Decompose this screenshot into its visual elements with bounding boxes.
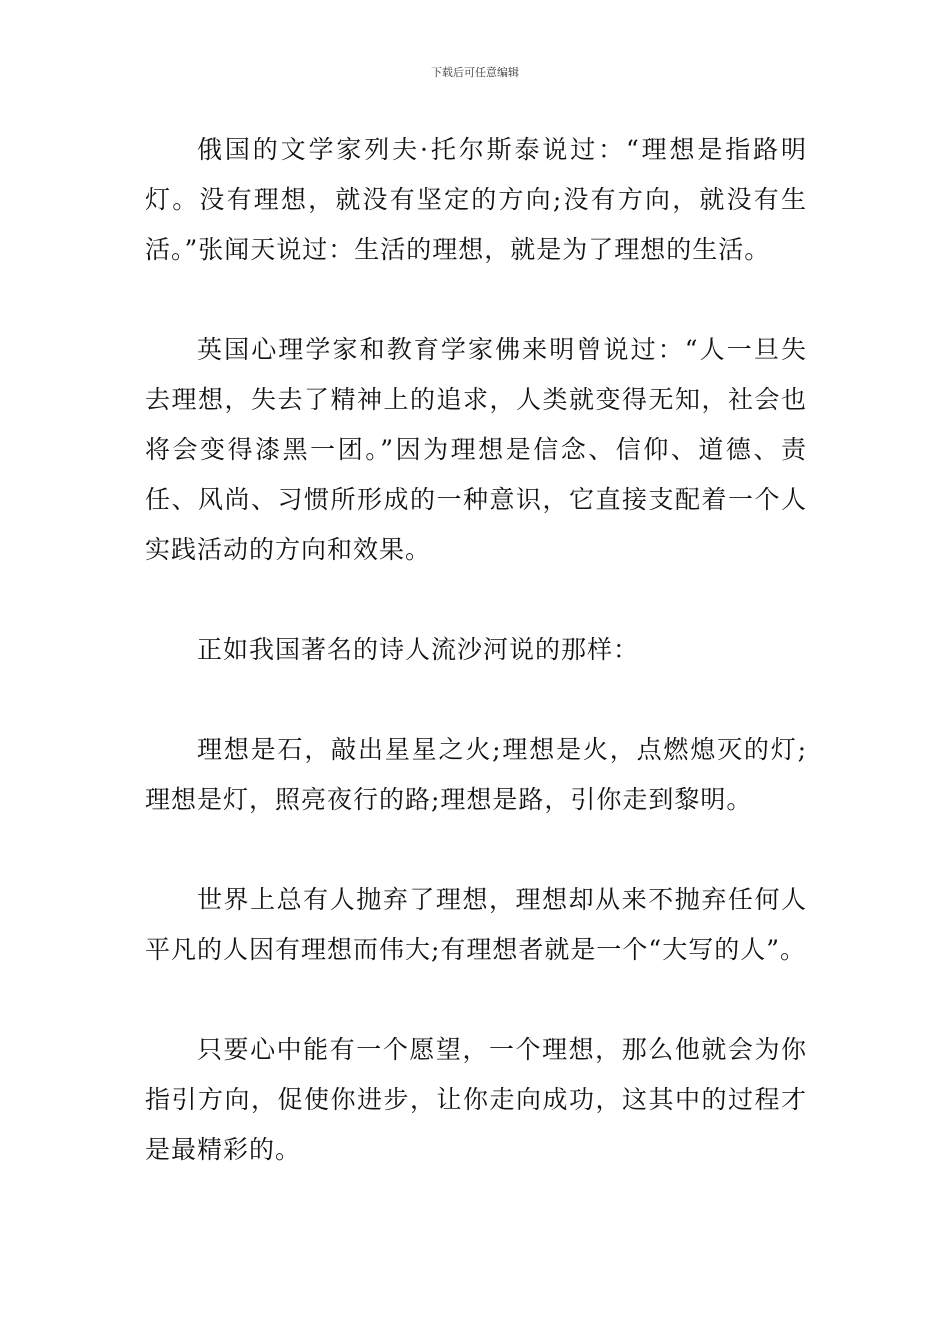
document-body	[145, 125, 807, 1175]
paragraph-abandon-ideal: 世界上总有人抛弃了理想，理想却从来不抛弃任何人平凡的人因有理想而伟大;有理想者就是一个“大写的人”。	[145, 885, 807, 964]
paragraph-spacer	[145, 825, 807, 875]
paragraph-poem: 理想是石，敲出星星之火;理想是火，点燃熄灭的灯;理想是灯，照亮夜行的路;理想是路，引你走到黎明。	[145, 735, 807, 814]
paragraph-fleming-quote: 英国心理学家和教育学家佛来明曾说过：“人一旦失去理想，失去了精神上的追求，人类就变得无知，社会也将会变得漆黑一团。”因为理想是信念、信仰、道德、责任、风尚、习惯所形成的一种意识，它直接支配着一个人实践活动的方向和效果。	[145, 335, 807, 564]
page-header-note: 下载后可任意编辑	[431, 66, 519, 79]
paragraph-spacer	[145, 975, 807, 1025]
paragraph-spacer	[145, 575, 807, 625]
paragraph-spacer	[145, 275, 807, 325]
paragraph-tolstoy-quote: 俄国的文学家列夫·托尔斯泰说过：“理想是指路明灯。没有理想，就没有坚定的方向;没有方向，就没有生活。”张闻天说过：生活的理想，就是为了理想的生活。	[145, 135, 807, 264]
paragraph-liushahe-intro: 正如我国著名的诗人流沙河说的那样：	[197, 635, 640, 664]
paragraph-conclusion: 只要心中能有一个愿望，一个理想，那么他就会为你指引方向，促使你进步，让你走向成功，这其中的过程才是最精彩的。	[145, 1035, 807, 1164]
paragraph-spacer	[145, 675, 807, 725]
